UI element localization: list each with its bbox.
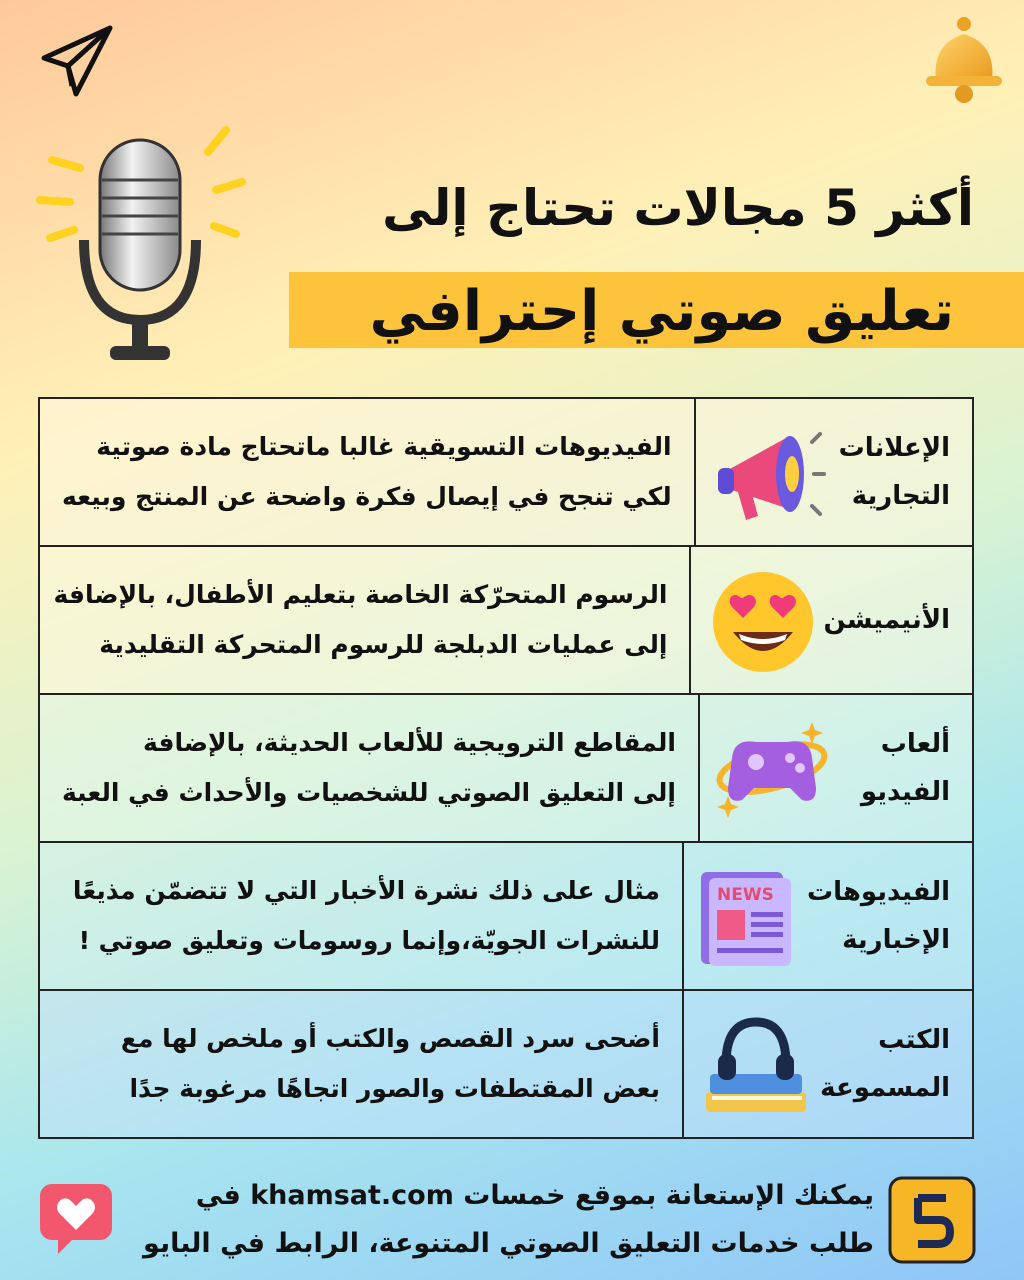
footer-text <box>143 1172 874 1272</box>
megaphone-icon <box>708 412 828 532</box>
category-label: الإعلانات التجارية <box>838 433 950 511</box>
table-row <box>40 399 972 547</box>
description-text: أضحى سرد القصص والكتب أو ملخص لها مع بعض المقتطفات والصور اتجاهًا مرغوبة جدًا <box>120 1024 660 1103</box>
description-cell <box>40 695 698 841</box>
footer-line-1: يمكنك الإستعانة بموقع خمسات khamsat.com في <box>195 1180 874 1211</box>
description-text: الرسوم المتحرّكة الخاصة بتعليم الأطفال، بالإضافة إلى عمليات الدبلجة للرسوم المتحركة التقليدية <box>53 580 668 659</box>
category-label: الفيديوهات الإخبارية <box>807 877 950 955</box>
newspaper-icon <box>687 856 807 976</box>
category-label: الكتب المسموعة <box>820 1025 950 1103</box>
category-label: ألعاب الفيديو <box>860 729 950 807</box>
table-row <box>40 547 972 695</box>
category-cell <box>694 399 972 545</box>
category-cell <box>698 695 972 841</box>
description-cell <box>40 843 682 989</box>
bell-icon <box>916 14 1006 106</box>
heart-eyes-emoji-icon <box>703 560 823 680</box>
microphone-icon <box>30 120 250 380</box>
description-text: المقاطع الترويجية للألعاب الحديثة، بالإضافة إلى التعليق الصوتي للشخصيات والأحداث في العبة <box>62 728 677 807</box>
table-row <box>40 843 972 991</box>
category-cell <box>689 547 972 693</box>
svg-text:NEWS: NEWS <box>717 885 774 905</box>
description-cell <box>31 547 689 693</box>
heart-like-icon <box>36 1180 116 1256</box>
description-cell <box>40 399 694 545</box>
gamepad-icon <box>712 708 832 828</box>
title-line-2: تعليق صوتي إحترافي <box>369 279 954 344</box>
headphones-books-icon <box>696 1004 816 1124</box>
description-text: الفيديوهات التسويقية غالبا ماتحتاج مادة صوتية لكي تنجح في إيصال فكرة واضحة عن المنتج وبيعه <box>62 432 672 511</box>
category-cell <box>682 843 972 989</box>
paper-plane-icon <box>38 22 116 100</box>
table-row <box>40 695 972 843</box>
table-row <box>40 991 972 1137</box>
fields-table <box>38 397 974 1139</box>
footer-line-2: طلب خدمات التعليق الصوتي المتنوعة، الرابط في البايو <box>143 1228 874 1259</box>
khamsat-logo-icon <box>888 1176 976 1264</box>
description-cell <box>40 991 682 1137</box>
title-line-1: أكثر 5 مجالات تحتاج إلى <box>382 179 974 237</box>
category-cell <box>682 991 972 1137</box>
description-text: مثال على ذلك نشرة الأخبار التي لا تتضمّن مذيعًا للنشرات الجويّة،وإنما روسومات وتعليق صوتي ! <box>72 876 660 955</box>
category-label: الأنيميشن <box>823 605 950 635</box>
